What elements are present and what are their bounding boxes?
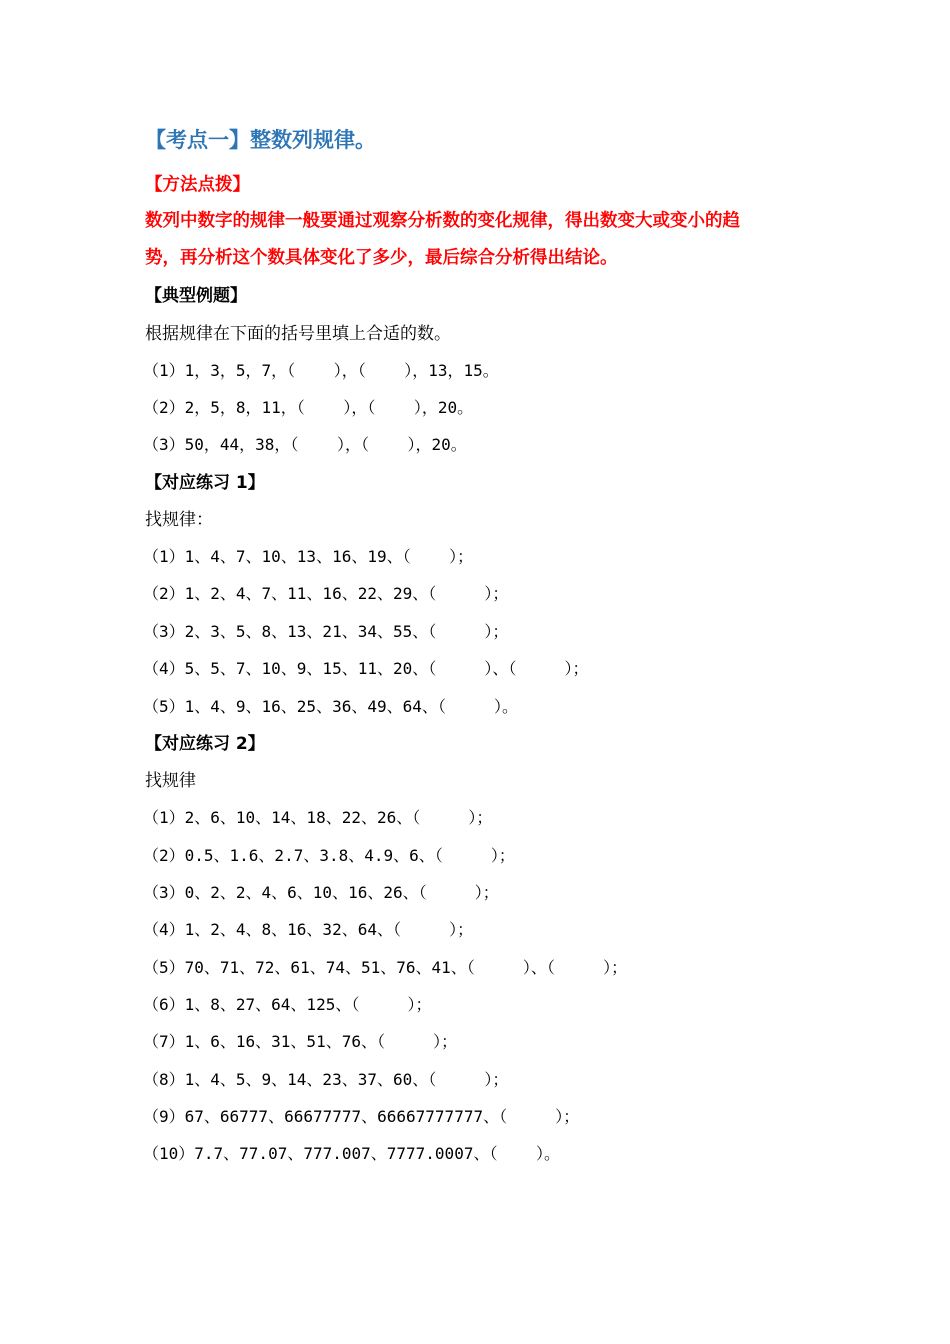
example-intro: 根据规律在下面的括号里填上合适的数。 [145,324,451,344]
practice2-item-2: （2）0.5、1.6、2.7、3.8、4.9、6、（ ）； [143,846,515,865]
section-heading: 【考点一】整数列规律。 [145,128,376,152]
practice1-item-5: （5）1、4、9、16、25、36、49、64、（ ）。 [143,697,519,716]
method-title: 【方法点拨】 [145,175,250,195]
practice1-item-3: （3）2、3、5、8、13、21、34、55、（ ）； [143,622,509,641]
example-item-1: （1）1，3，5，7，（ ），（ ），13，15。 [143,361,499,380]
practice2-item-6: （6）1、8、27、64、125、（ ）； [143,995,432,1014]
example-item-2: （2）2，5，8，11，（ ），（ ），20。 [143,398,474,417]
practice2-item-7: （7）1、6、16、31、51、76、（ ）； [143,1032,458,1051]
practice1-intro: 找规律： [145,510,213,530]
practice2-item-4: （4）1、2、4、8、16、32、64、（ ）； [143,920,474,939]
practice2-title: 【对应练习 2】 [145,734,265,754]
practice2-item-8: （8）1、4、5、9、14、23、37、60、（ ）； [143,1070,509,1089]
method-line-2: 势，再分析这个数具体变化了多少，最后综合分析得出结论。 [145,248,618,268]
method-line-1: 数列中数字的规律一般要通过观察分析数的变化规律，得出数变大或变小的趋 [145,211,740,231]
practice2-item-9: （9）67、66777、66677777、66667777777、（ ）； [143,1107,580,1126]
practice2-item-1: （1）2、6、10、14、18、22、26、（ ）； [143,808,493,827]
practice2-intro: 找规律 [145,771,196,791]
practice2-item-5: （5）70、71、72、61、74、51、76、41、（ ）、（ ）； [143,958,628,977]
practice1-item-4: （4）5、5、7、10、9、15、11、20、（ ）、（ ）； [143,659,589,678]
practice1-item-1: （1）1、4、7、10、13、16、19、（ ）； [143,547,474,566]
practice2-item-10: （10）7.7、77.07、777.007、7777.0007、（ ）。 [143,1144,560,1163]
example-item-3: （3）50，44，38，（ ），（ ），20。 [143,435,467,454]
practice1-title: 【对应练习 1】 [145,473,265,493]
example-title: 【典型例题】 [145,286,247,306]
practice1-item-2: （2）1、2、4、7、11、16、22、29、（ ）； [143,584,509,603]
practice2-item-3: （3）0、2、2、4、6、10、16、26、（ ）； [143,883,499,902]
